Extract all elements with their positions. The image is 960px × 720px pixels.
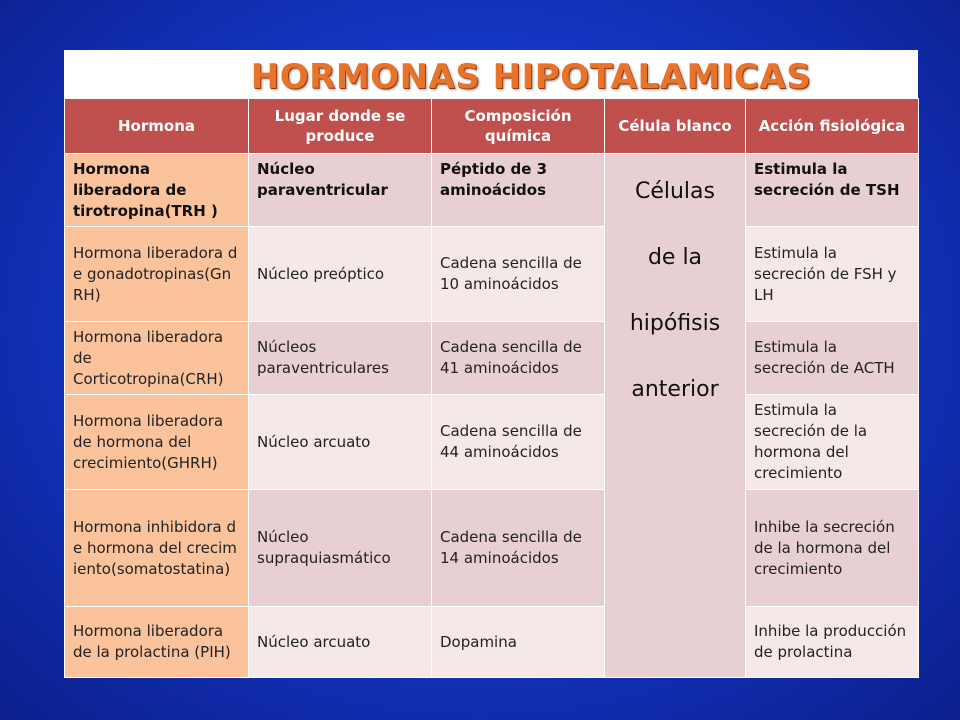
target-line: Células (634, 179, 715, 204)
cell-lugar: Núcleo paraventricular (249, 154, 432, 227)
cell-accion: Estimula la secreción de la hormona del crecimiento (746, 395, 919, 490)
table-row (65, 395, 919, 490)
header-composicion: Composición química (432, 99, 605, 154)
cell-hormona: Hormona inhibidora de hormona del crecimiento(somatostatina) (65, 490, 249, 607)
cell-hormona: Hormona liberadora de Corticotropina(CRH) (65, 322, 249, 395)
table-row (65, 490, 919, 607)
cell-hormona: Hormona liberadora de la prolactina (PIH) (65, 607, 249, 678)
header-accion: Acción fisiológica (746, 99, 919, 154)
hormones-table (64, 98, 919, 678)
cell-celula-blanco (605, 154, 746, 678)
target-line: hipófisis (629, 311, 721, 336)
header-hormona: Hormona (65, 99, 249, 154)
target-line: de la (647, 245, 703, 270)
cell-composicion: Cadena sencilla de 14 aminoácidos (432, 490, 605, 607)
cell-accion: Estimula la secreción de FSH y LH (746, 227, 919, 322)
cell-accion: Inhibe la secreción de la hormona del crecimiento (746, 490, 919, 607)
cell-lugar: Núcleo supraquiasmático (249, 490, 432, 607)
table-row (65, 607, 919, 678)
header-lugar: Lugar donde se produce (249, 99, 432, 154)
cell-hormona: Hormona liberadora de gonadotropinas(GnRH) (65, 227, 249, 322)
target-line: anterior (631, 377, 719, 402)
cell-accion: Inhibe la producción de prolactina (746, 607, 919, 678)
cell-accion: Estimula la secreción de ACTH (746, 322, 919, 395)
cell-composicion: Cadena sencilla de 44 aminoácidos (432, 395, 605, 490)
slide-title: HORMONAS HIPOTALAMICAS (250, 57, 812, 97)
table-row (65, 322, 919, 395)
cell-accion: Estimula la secreción de TSH (746, 154, 919, 227)
header-row (65, 99, 919, 154)
cell-hormona: Hormona liberadora de hormona del crecimiento(GHRH) (65, 395, 249, 490)
cell-composicion: Péptido de 3 aminoácidos (432, 154, 605, 227)
cell-composicion: Cadena sencilla de 10 aminoácidos (432, 227, 605, 322)
table-row (65, 227, 919, 322)
cell-composicion: Cadena sencilla de 41 aminoácidos (432, 322, 605, 395)
cell-hormona: Hormona liberadora de tirotropina(TRH ) (65, 154, 249, 227)
cell-lugar: Núcleo arcuato (249, 395, 432, 490)
cell-lugar: Núcleo arcuato (249, 607, 432, 678)
header-celula-blanco: Célula blanco (605, 99, 746, 154)
cell-lugar: Núcleo preóptico (249, 227, 432, 322)
table-row (65, 154, 919, 227)
cell-lugar: Núcleos paraventriculares (249, 322, 432, 395)
slide (64, 50, 918, 660)
cell-composicion: Dopamina (432, 607, 605, 678)
